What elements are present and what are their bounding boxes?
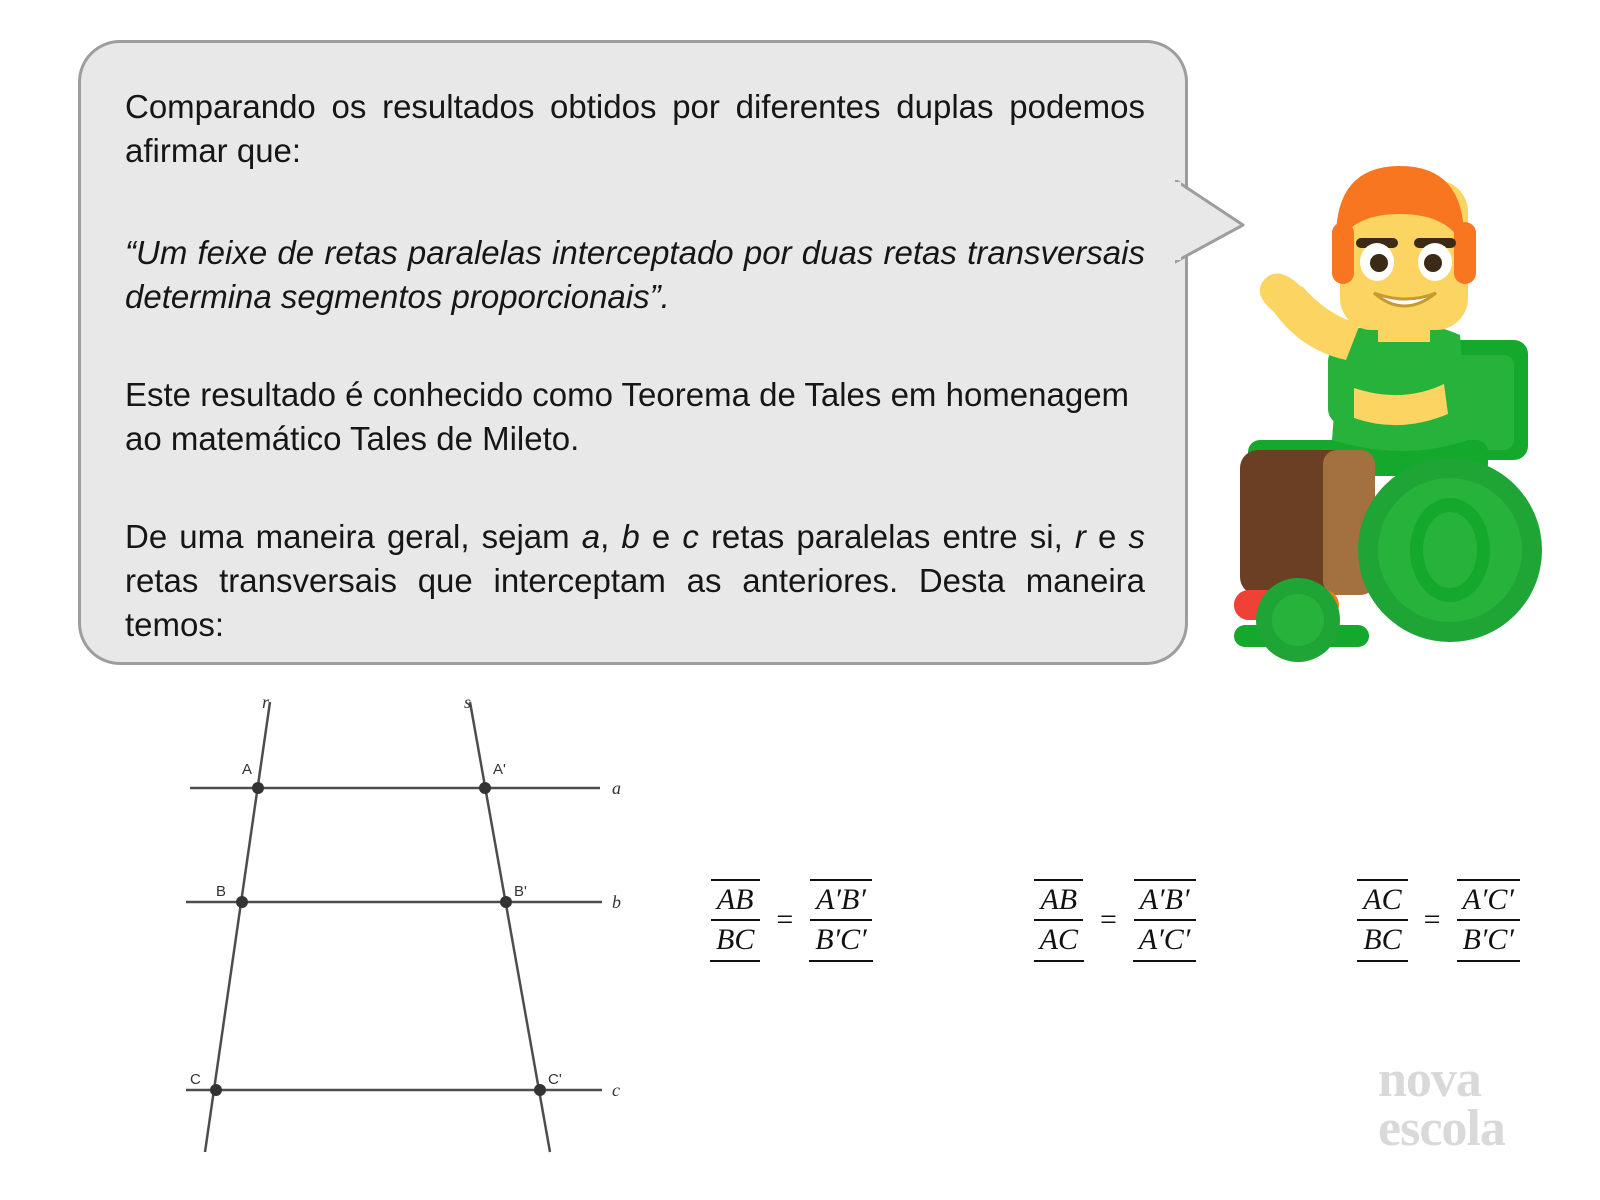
formula-1 — [700, 879, 883, 962]
formula-1-denominator-right: B′C′ — [809, 921, 872, 962]
figure-label-r: r — [262, 692, 270, 712]
bubble-paragraph-general — [125, 515, 1145, 647]
sep-1: , — [600, 518, 622, 555]
formula-2-denominator-left: AC — [1034, 921, 1084, 962]
thales-geometry-figure — [150, 690, 670, 1160]
general-text-part2: retas paralelas entre si, — [698, 518, 1075, 555]
formula-2-equals: = — [1099, 903, 1117, 936]
sep-2: e — [639, 518, 683, 555]
figure-point-C: C — [190, 1071, 201, 1088]
logo-line-nova: nova — [1378, 1051, 1481, 1108]
formula-2-right-fraction — [1133, 879, 1196, 962]
bubble-paragraph-thales: Este resultado é conhecido como Teorema de Tales em homenagem ao matemático Tales de Mileto. — [125, 376, 1130, 457]
formula-1-numerator-left: AB — [711, 879, 760, 922]
formula-2 — [1024, 879, 1207, 962]
formula-3 — [1347, 879, 1530, 962]
figure-label-c: c — [612, 1080, 620, 1100]
formula-1-numerator-right: A′B′ — [810, 879, 872, 922]
figure-label-a: a — [612, 778, 621, 798]
formula-3-left-fraction — [1357, 879, 1407, 962]
formula-1-equals: = — [776, 903, 794, 936]
formula-1-denominator-left: BC — [710, 921, 760, 962]
figure-point-A: A — [242, 761, 253, 778]
formula-3-denominator-left: BC — [1357, 921, 1407, 962]
figure-point-A-prime: A' — [493, 761, 506, 778]
formula-2-numerator-left: AB — [1034, 879, 1083, 922]
formula-1-right-fraction — [809, 879, 872, 962]
var-b: b — [621, 518, 640, 555]
proportion-formulas — [700, 855, 1530, 985]
logo-line-escola: escola — [1378, 1100, 1505, 1158]
bubble-paragraph-theorem-quote: “Um feixe de retas paralelas interceptado por duas retas transversais determina segmentos proporcionais”. — [125, 234, 1145, 315]
sep-3: e — [1085, 518, 1129, 555]
formula-2-left-fraction — [1034, 879, 1084, 962]
formula-1-left-fraction — [710, 879, 760, 962]
bubble-paragraph-intro: Comparando os resultados obtidos por diferentes duplas podemos afirmar que: — [125, 88, 1145, 169]
figure-label-s: s — [464, 692, 472, 712]
var-c: c — [682, 518, 699, 555]
formula-3-numerator-left: AC — [1357, 879, 1407, 922]
figure-label-b: b — [612, 892, 621, 912]
var-r: r — [1074, 518, 1086, 555]
formula-3-denominator-right: B′C′ — [1457, 921, 1520, 962]
var-s: s — [1128, 518, 1145, 555]
formula-3-right-fraction — [1457, 879, 1520, 962]
nova-escola-logo — [1378, 1051, 1558, 1158]
formula-3-numerator-right: A′C′ — [1457, 879, 1520, 922]
speech-bubble — [78, 40, 1188, 665]
figure-point-B: B — [216, 883, 227, 900]
var-a: a — [581, 518, 601, 555]
formula-2-denominator-right: A′C′ — [1133, 921, 1196, 962]
formula-2-numerator-right: A′B′ — [1134, 879, 1196, 922]
general-text-part1: De uma maneira geral, sejam — [125, 518, 582, 555]
general-text-part3: retas transversais que interceptam as anteriores. Desta maneira temos: — [125, 561, 1145, 643]
formula-3-equals: = — [1423, 903, 1441, 936]
speech-bubble-tail — [1175, 180, 1245, 270]
figure-point-B-prime: B' — [514, 883, 527, 900]
teacher-character-illustration — [1228, 150, 1558, 670]
figure-point-C-prime: C' — [548, 1071, 562, 1088]
